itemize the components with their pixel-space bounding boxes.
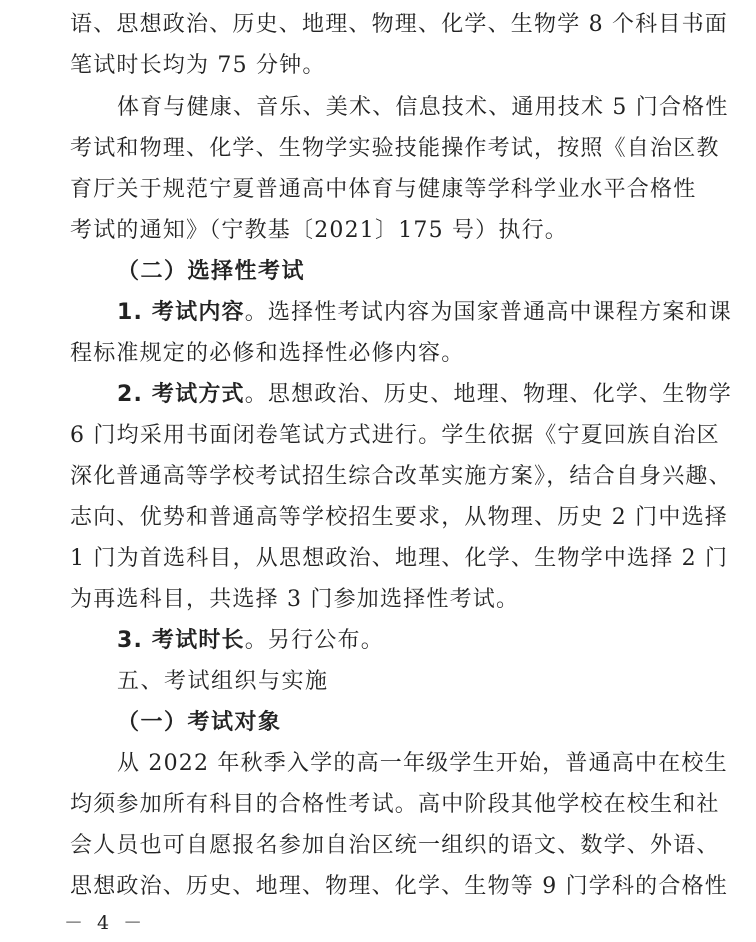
- text-line: 均须参加所有科目的合格性考试。高中阶段其他学校在校生和社: [70, 792, 720, 817]
- text-line: 6 门均采用书面闭卷笔试方式进行。学生依据《宁夏回族自治区: [70, 423, 720, 448]
- page-number: － 4 －: [64, 912, 147, 934]
- text-line: 考试的通知》（宁教基〔2021〕175 号）执行。: [70, 218, 568, 243]
- text-line: 会人员也可自愿报名参加自治区统一组织的语文、数学、外语、: [70, 833, 720, 858]
- item-label: 3. 考试时长: [117, 628, 245, 653]
- text-line: 考试和物理、化学、生物学实验技能操作考试，按照《自治区教: [70, 136, 720, 161]
- text-line: 体育与健康、音乐、美术、信息技术、通用技术 5 门合格性: [117, 95, 729, 120]
- chapter-heading: 五、考试组织与实施: [117, 669, 329, 694]
- text-line: 深化普通高等学校考试招生综合改革实施方案》，结合自身兴趣、: [70, 464, 732, 489]
- text-line: 笔试时长均为 75 分钟。: [70, 53, 326, 78]
- item-text: 。思想政治、历史、地理、物理、化学、生物学: [244, 382, 732, 407]
- text-line: 育厅关于规范宁夏普通高中体育与健康等学科学业水平合格性: [70, 177, 697, 202]
- item-label: 1. 考试内容: [117, 300, 245, 325]
- text-line: 为再选科目，共选择 3 门参加选择性考试。: [70, 587, 520, 612]
- item-1-line: [117, 297, 732, 329]
- item-text: 。另行公布。: [244, 628, 384, 653]
- text-line: 思想政治、历史、地理、物理、化学、生物等 9 门学科的合格性: [70, 874, 728, 899]
- text-line: 志向、优势和普通高等学校招生要求，从物理、历史 2 门中选择: [70, 505, 728, 530]
- section-heading: （二）选择性考试: [117, 259, 306, 284]
- section-heading: （一）考试对象: [117, 710, 282, 735]
- text-line: 1 门为首选科目，从思想政治、地理、化学、生物学中选择 2 门: [70, 546, 729, 571]
- item-3-line: [117, 625, 692, 657]
- text-line: 语、思想政治、历史、地理、物理、化学、生物学 8 个科目书面: [70, 12, 728, 37]
- item-2-line: [117, 379, 732, 411]
- text-line: 从 2022 年秋季入学的高一年级学生开始，普通高中在校生: [117, 751, 728, 776]
- item-text: 。选择性考试内容为国家普通高中课程方案和课: [244, 300, 732, 325]
- item-label: 2. 考试方式: [117, 382, 245, 407]
- text-line: 程标准规定的必修和选择性必修内容。: [70, 341, 465, 366]
